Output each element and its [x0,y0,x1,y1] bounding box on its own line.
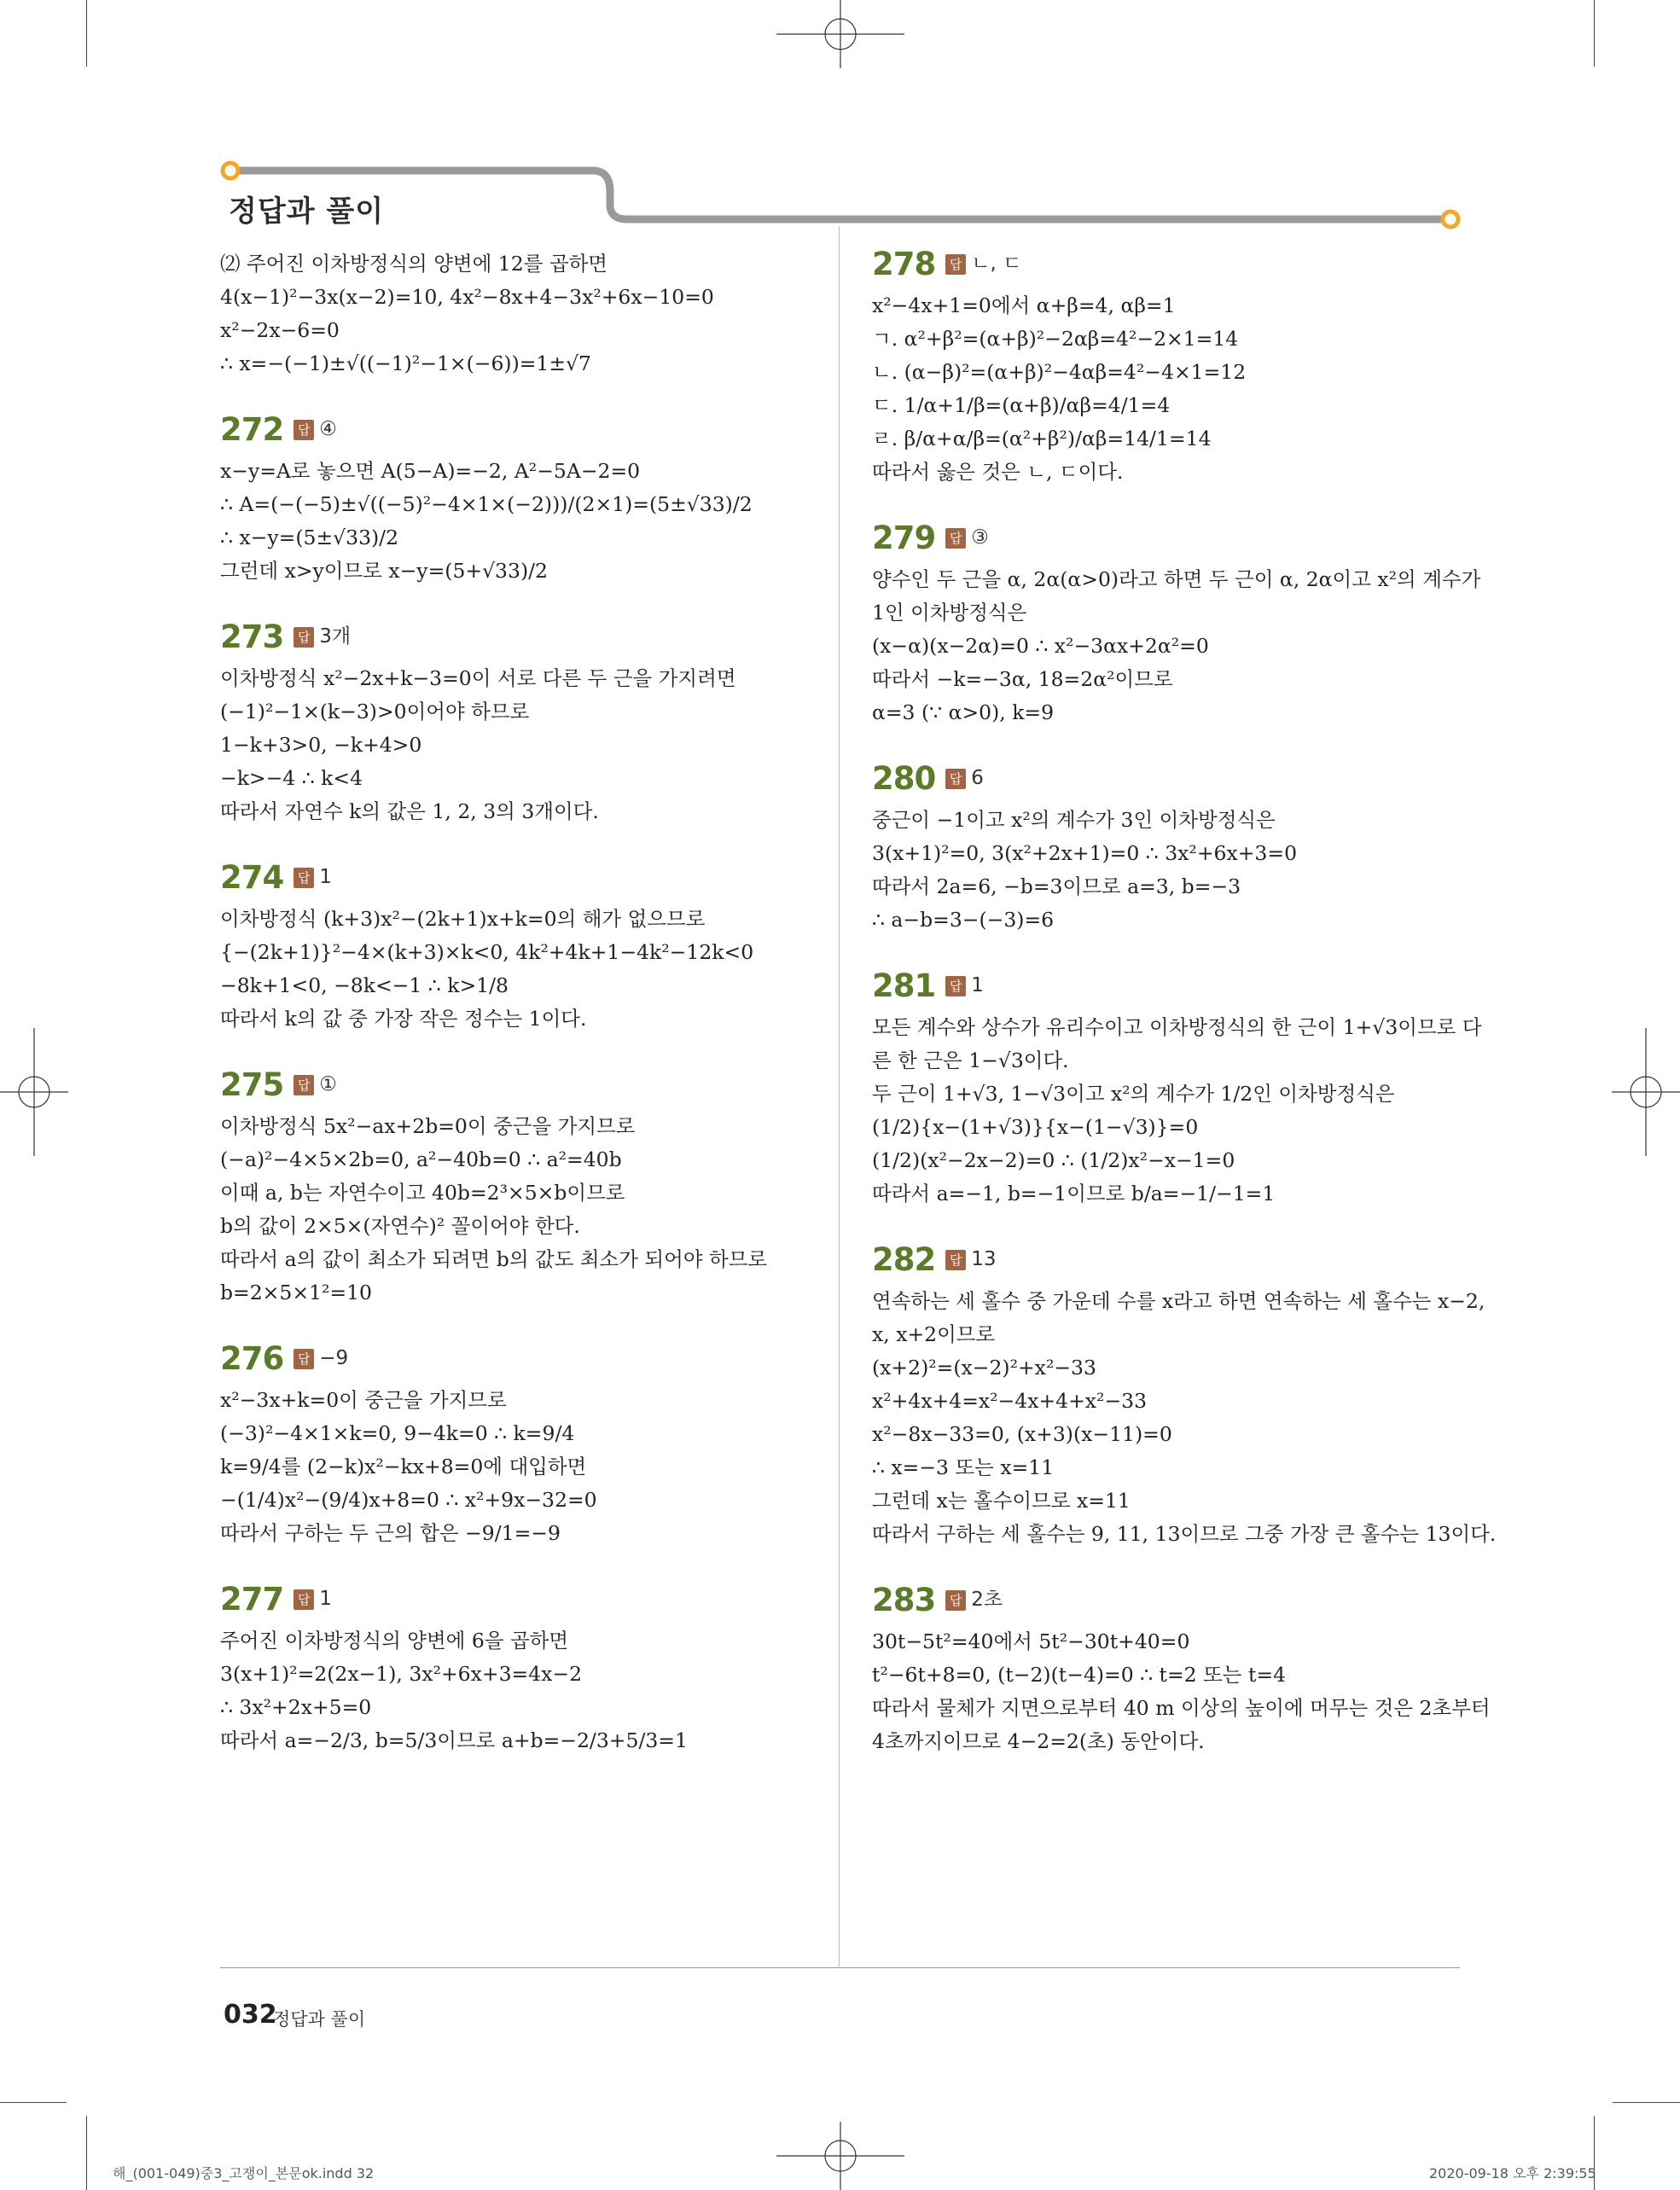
solution-line: 따라서 자연수 k의 값은 1, 2, 3의 3개이다. [220,799,599,823]
answer-value: 1 [319,1588,332,1610]
problem-number: 277 [220,1581,284,1618]
answer-value: ① [319,1073,337,1095]
answer-icon: 답 [294,1075,314,1095]
problem-header [872,247,1461,281]
solution-line: (−1)²−1×(k−3)>0이어야 하므로 [220,700,530,723]
crop-mark [0,2102,67,2103]
problem-number: 282 [872,1241,936,1278]
solution-line: (x−α)(x−2α)=0 ∴ x²−3αx+2α²=0 [872,634,1209,658]
answer-value: 1 [319,866,332,888]
header-bar [218,158,1472,235]
problem-number: 280 [872,760,936,797]
solution-line: 따라서 구하는 두 근의 합은 −9/1=−9 [220,1521,561,1545]
answer-value: 6 [971,767,984,789]
solution-line: 3(x+1)²=0, 3(x²+2x+1)=0 ∴ 3x²+6x+3=0 [872,841,1298,865]
footer-rule [220,1967,1460,1968]
solution-line: x²−3x+k=0이 중근을 가지므로 [220,1388,507,1412]
solution-line: ㄴ. (α−β)²=(α+β)²−4αβ=4²−4×1=12 [872,360,1247,384]
solution-line: 따라서 a=−2/3, b=5/3이므로 a+b=−2/3+5/3=1 [220,1728,688,1752]
answer-value: 2초 [971,1589,1003,1611]
solution-line: ㄱ. α²+β²=(α+β)²−2αβ=4²−2×1=14 [872,327,1239,351]
solution-line: ∴ A=(−(−5)±√((−5)²−4×1×(−2)))/(2×1)=(5±√33)/2 [220,492,753,516]
page-number: 032 [224,2000,277,2030]
solution-line: 따라서 a의 값이 최소가 되려면 b의 값도 최소가 되어야 하므로 [220,1247,768,1271]
answer-value: ㄴ, ㄷ [971,253,1022,275]
solution-line: 모든 계수와 상수가 유리수이고 이차방정식의 한 근이 1+√3이므로 다 [872,1015,1482,1039]
page-title: 정답과 풀이 [229,195,385,229]
right-column [872,246,1497,1758]
solution-line: (1/2){x−(1+√3)}{x−(1−√3)}=0 [872,1115,1199,1139]
solution-line: 따라서 2a=6, −b=3이므로 a=3, b=−3 [872,874,1241,898]
answer-value: −9 [319,1347,349,1369]
problem-number: 276 [220,1340,284,1377]
answer-icon: 답 [945,769,966,789]
solution-line: 양수인 두 근을 α, 2α(α>0)라고 하면 두 근이 α, 2α이고 x²의 계수가 [872,567,1481,591]
solution-line: {−(2k+1)}²−4×(k+3)×k<0, 4k²+4k+1−4k²−12k<0 [220,940,754,964]
footer-label: 정답과 풀이 [273,2009,366,2030]
solution-line: k=9/4를 (2−k)x²−kx+8=0에 대입하면 [220,1455,587,1478]
solution-line: 30t−5t²=40에서 5t²−30t+40=0 [872,1629,1190,1653]
solution-line: (−3)²−4×1×k=0, 9−4k=0 ∴ k=9/4 [220,1421,575,1445]
solution-line: 주어진 이차방정식의 양변에 6을 곱하면 [220,1629,569,1653]
answer-value: 13 [971,1248,997,1270]
problem-number: 283 [872,1582,936,1618]
solution-line: 연속하는 세 홀수 중 가운데 수를 x라고 하면 연속하는 세 홀수는 x−2, [872,1289,1485,1313]
answer-icon: 답 [294,627,314,648]
solution-line: −(1/4)x²−(9/4)x+8=0 ∴ x²+9x−32=0 [220,1488,597,1512]
solution-line: x²−4x+1=0에서 α+β=4, αβ=1 [872,293,1176,317]
problem-number: 278 [872,246,936,282]
solution-line: t²−6t+8=0, (t−2)(t−4)=0 ∴ t=2 또는 t=4 [872,1663,1287,1687]
problem-header [220,1583,817,1616]
solution-line: x−y=A로 놓으면 A(5−A)=−2, A²−5A−2=0 [220,459,641,483]
solution-line: ∴ x=−(−1)±√((−1)²−1×(−6))=1±√7 [220,351,592,375]
answer-icon: 답 [294,1589,314,1610]
crop-mark [1613,2102,1680,2103]
solution-line: 이차방정식 x²−2x+k−3=0이 서로 다른 두 근을 가지려면 [220,666,736,690]
problem-header [872,1583,1461,1617]
answer-value: ④ [319,418,337,440]
answer-icon: 답 [945,1250,966,1270]
registration-mark-top [776,0,904,68]
solution-line: x²−8x−33=0, (x+3)(x−11)=0 [872,1422,1172,1446]
answer-icon: 답 [945,254,966,275]
problem-header [220,1342,817,1375]
solution-line: b의 값이 2×5×(자연수)² 꼴이어야 한다. [220,1214,580,1238]
solution-line: α=3 (∵ α>0), k=9 [872,700,1055,724]
solution-line: x²−2x−6=0 [220,318,340,342]
problem-number: 272 [220,411,284,448]
problem-header [872,1243,1461,1276]
registration-mark-right [1612,1028,1680,1156]
answer-icon: 답 [294,1349,314,1369]
solution-line: 이차방정식 5x²−ax+2b=0이 중근을 가지므로 [220,1114,636,1138]
problem-header [872,969,1461,1002]
solution-line: x, x+2이므로 [872,1322,996,1346]
solution-line: ∴ 3x²+2x+5=0 [220,1695,372,1719]
solution-line: ∴ a−b=3−(−3)=6 [872,908,1055,932]
solution-line: 4초까지이므로 4−2=2(초) 동안이다. [872,1729,1205,1753]
slug-file: 해_(001-049)중3_고쟁이_본문ok.indd 32 [113,2165,375,2181]
solution-line: 른 한 근은 1−√3이다. [872,1049,1069,1072]
column-divider [839,226,840,1966]
problem-number: 274 [220,859,284,896]
solution-line: 따라서 a=−1, b=−1이므로 b/a=−1/−1=1 [872,1182,1276,1205]
solution-line: (1/2)(x²−2x−2)=0 ∴ (1/2)x²−x−1=0 [872,1148,1235,1172]
solution-line: 따라서 옳은 것은 ㄴ, ㄷ이다. [872,460,1124,484]
problem-header [220,413,817,446]
solution-line: ∴ x−y=(5±√33)/2 [220,526,399,549]
solution-line: b=2×5×1²=10 [220,1281,372,1304]
answer-icon: 답 [294,420,314,440]
solution-line: ㄹ. β/α+α/β=(α²+β²)/αβ=14/1=14 [872,427,1212,450]
problem-number: 275 [220,1066,284,1103]
solution-line: 중근이 −1이고 x²의 계수가 3인 이차방정식은 [872,808,1276,832]
solution-line: −k>−4 ∴ k<4 [220,766,363,790]
solution-line: ㄷ. 1/α+1/β=(α+β)/αβ=4/1=4 [872,393,1171,417]
problem-number: 279 [872,520,936,556]
left-column [220,247,817,1757]
crop-mark [86,0,87,67]
solution-line: −8k+1<0, −8k<−1 ∴ k>1/8 [220,973,509,997]
problem-number: 273 [220,619,284,655]
slug-datetime: 2020-09-18 오후 2:39:55 [1429,2165,1596,2181]
problem-header [872,521,1461,555]
solution-line: 4(x−1)²−3x(x−2)=10, 4x²−8x+4−3x²+6x−10=0 [220,285,714,309]
solution-line: 두 근이 1+√3, 1−√3이고 x²의 계수가 1/2인 이차방정식은 [872,1082,1395,1106]
answer-icon: 답 [945,1590,966,1611]
answer-icon: 답 [294,868,314,888]
solution-line: (−a)²−4×5×2b=0, a²−40b=0 ∴ a²=40b [220,1147,622,1171]
crop-mark [1594,0,1595,67]
solution-line: ∴ x=−3 또는 x=11 [872,1455,1055,1479]
answer-value: 3개 [319,625,352,648]
problem-number: 281 [872,967,936,1004]
solution-line: 그런데 x>y이므로 x−y=(5+√33)/2 [220,559,549,583]
problem-header [872,762,1461,795]
answer-icon: 답 [945,976,966,996]
answer-value: 1 [971,974,984,996]
registration-mark-bottom [776,2122,904,2190]
solution-line: (x+2)²=(x−2)²+x²−33 [872,1356,1096,1380]
solution-line: 따라서 구하는 세 홀수는 9, 11, 13이므로 그중 가장 큰 홀수는 13이다. [872,1522,1497,1546]
problem-header [220,620,817,654]
solution-line: 1−k+3>0, −k+4>0 [220,733,422,757]
solution-line: 따라서 k의 값 중 가장 작은 정수는 1이다. [220,1007,587,1031]
solution-line: x²+4x+4=x²−4x+4+x²−33 [872,1389,1148,1413]
problem-header [220,1068,817,1101]
solution-line: 1인 이차방정식은 [872,601,1027,624]
answer-icon: 답 [945,528,966,549]
solution-line: 따라서 −k=−3α, 18=2α²이므로 [872,667,1173,691]
solution-line: 3(x+1)²=2(2x−1), 3x²+6x+3=4x−2 [220,1662,583,1686]
solution-line: 그런데 x는 홀수이므로 x=11 [872,1489,1131,1513]
problem-header [220,861,817,894]
solution-line: ⑵ 주어진 이차방정식의 양변에 12를 곱하면 [220,252,607,276]
solution-line: 따라서 물체가 지면으로부터 40 m 이상의 높이에 머무는 것은 2초부터 [872,1696,1491,1720]
crop-mark [86,2116,87,2190]
solution-line: 이차방정식 (k+3)x²−(2k+1)x+k=0의 해가 없으므로 [220,907,706,931]
answer-value: ③ [971,526,989,549]
registration-mark-left [0,1028,68,1156]
solution-line: 이때 a, b는 자연수이고 40b=2³×5×b이므로 [220,1181,625,1205]
